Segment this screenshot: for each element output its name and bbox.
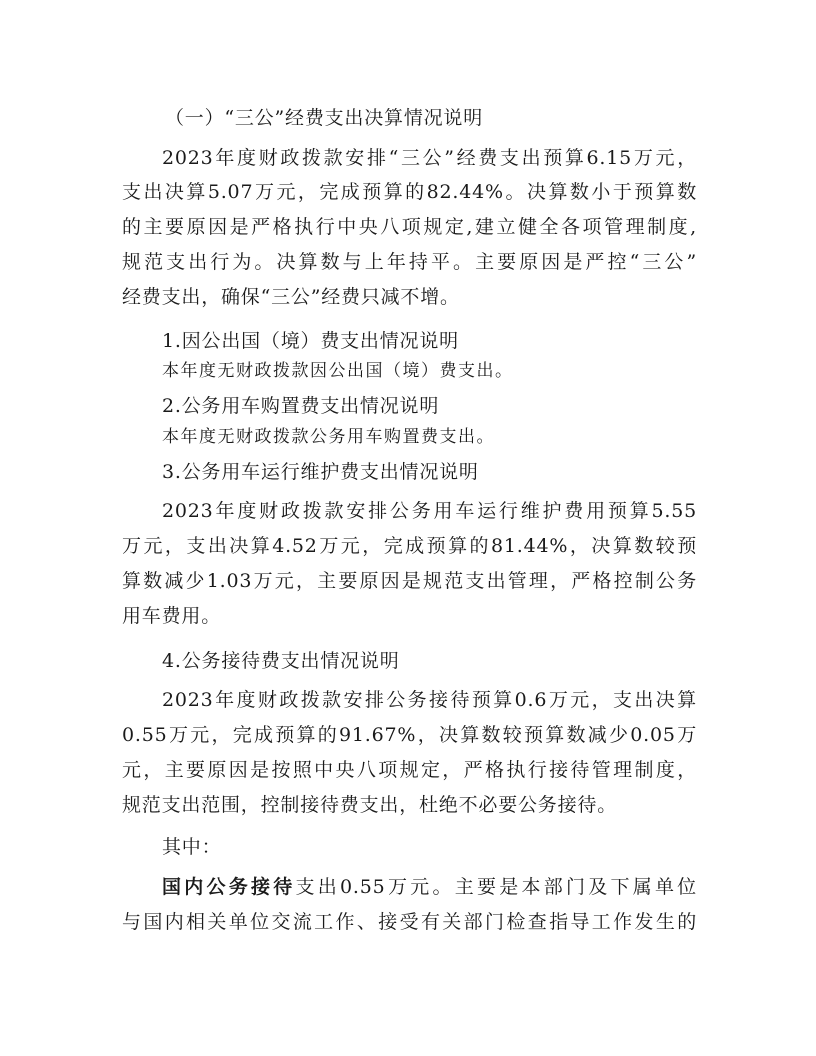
item1-heading: 1.因公出国（境）费支出情况说明: [162, 330, 459, 352]
item3-line-2: 万元，支出决算4.52万元，完成预算的81.44%，决算数较预: [122, 535, 697, 557]
overview-line-4: 规范支出行为。决算数与上年持平。主要原因是严控“三公”: [122, 251, 697, 273]
item3-line-4: 用车费用。: [122, 605, 222, 627]
item4-heading: 4.公务接待费支出情况说明: [162, 650, 400, 672]
domestic-bold-label: 国内公务接待: [162, 876, 296, 898]
item1-text: 本年度无财政拨款因公出国（境）费支出。: [162, 361, 514, 381]
overview-line-2: 支出决算5.07万元，完成预算的82.44%。决算数小于预算数: [122, 181, 697, 203]
item4-line-2: 0.55万元，完成预算的91.67%，决算数较预算数减少0.05万: [122, 724, 697, 746]
section-heading: （一）“三公”经费支出决算情况说明: [165, 107, 484, 129]
item4-line-4: 规范支出范围，控制接待费支出，杜绝不必要公务接待。: [122, 794, 618, 816]
among-label: 其中：: [162, 836, 222, 858]
domestic-line-2: 与国内相关单位交流工作、接受有关部门检查指导工作发生的: [122, 911, 697, 933]
item4-line-3: 元，主要原因是按照中央八项规定，严格执行接待管理制度，: [122, 759, 697, 781]
overview-line-1: 2023年度财政拨款安排“三公”经费支出预算6.15万元，: [162, 147, 697, 169]
domestic-line-1: [162, 873, 697, 901]
overview-line-5: 经费支出，确保“三公”经费只减不增。: [122, 286, 460, 308]
domestic-line-1-rest: 支出0.55万元。主要是本部门及下属单位: [295, 876, 697, 898]
item3-heading: 3.公务用车运行维护费支出情况说明: [162, 461, 479, 483]
item4-line-1: 2023年度财政拨款安排公务接待预算0.6万元，支出决算: [162, 689, 697, 711]
item2-text: 本年度无财政拨款公务用车购置费支出。: [162, 427, 495, 447]
item3-line-3: 算数减少1.03万元，主要原因是规范支出管理，严格控制公务: [122, 570, 697, 592]
item3-line-1: 2023年度财政拨款安排公务用车运行维护费用预算5.55: [162, 500, 697, 522]
overview-line-3: 的主要原因是严格执行中央八项规定,建立健全各项管理制度,: [122, 216, 697, 238]
item2-heading: 2.公务用车购置费支出情况说明: [162, 395, 440, 417]
